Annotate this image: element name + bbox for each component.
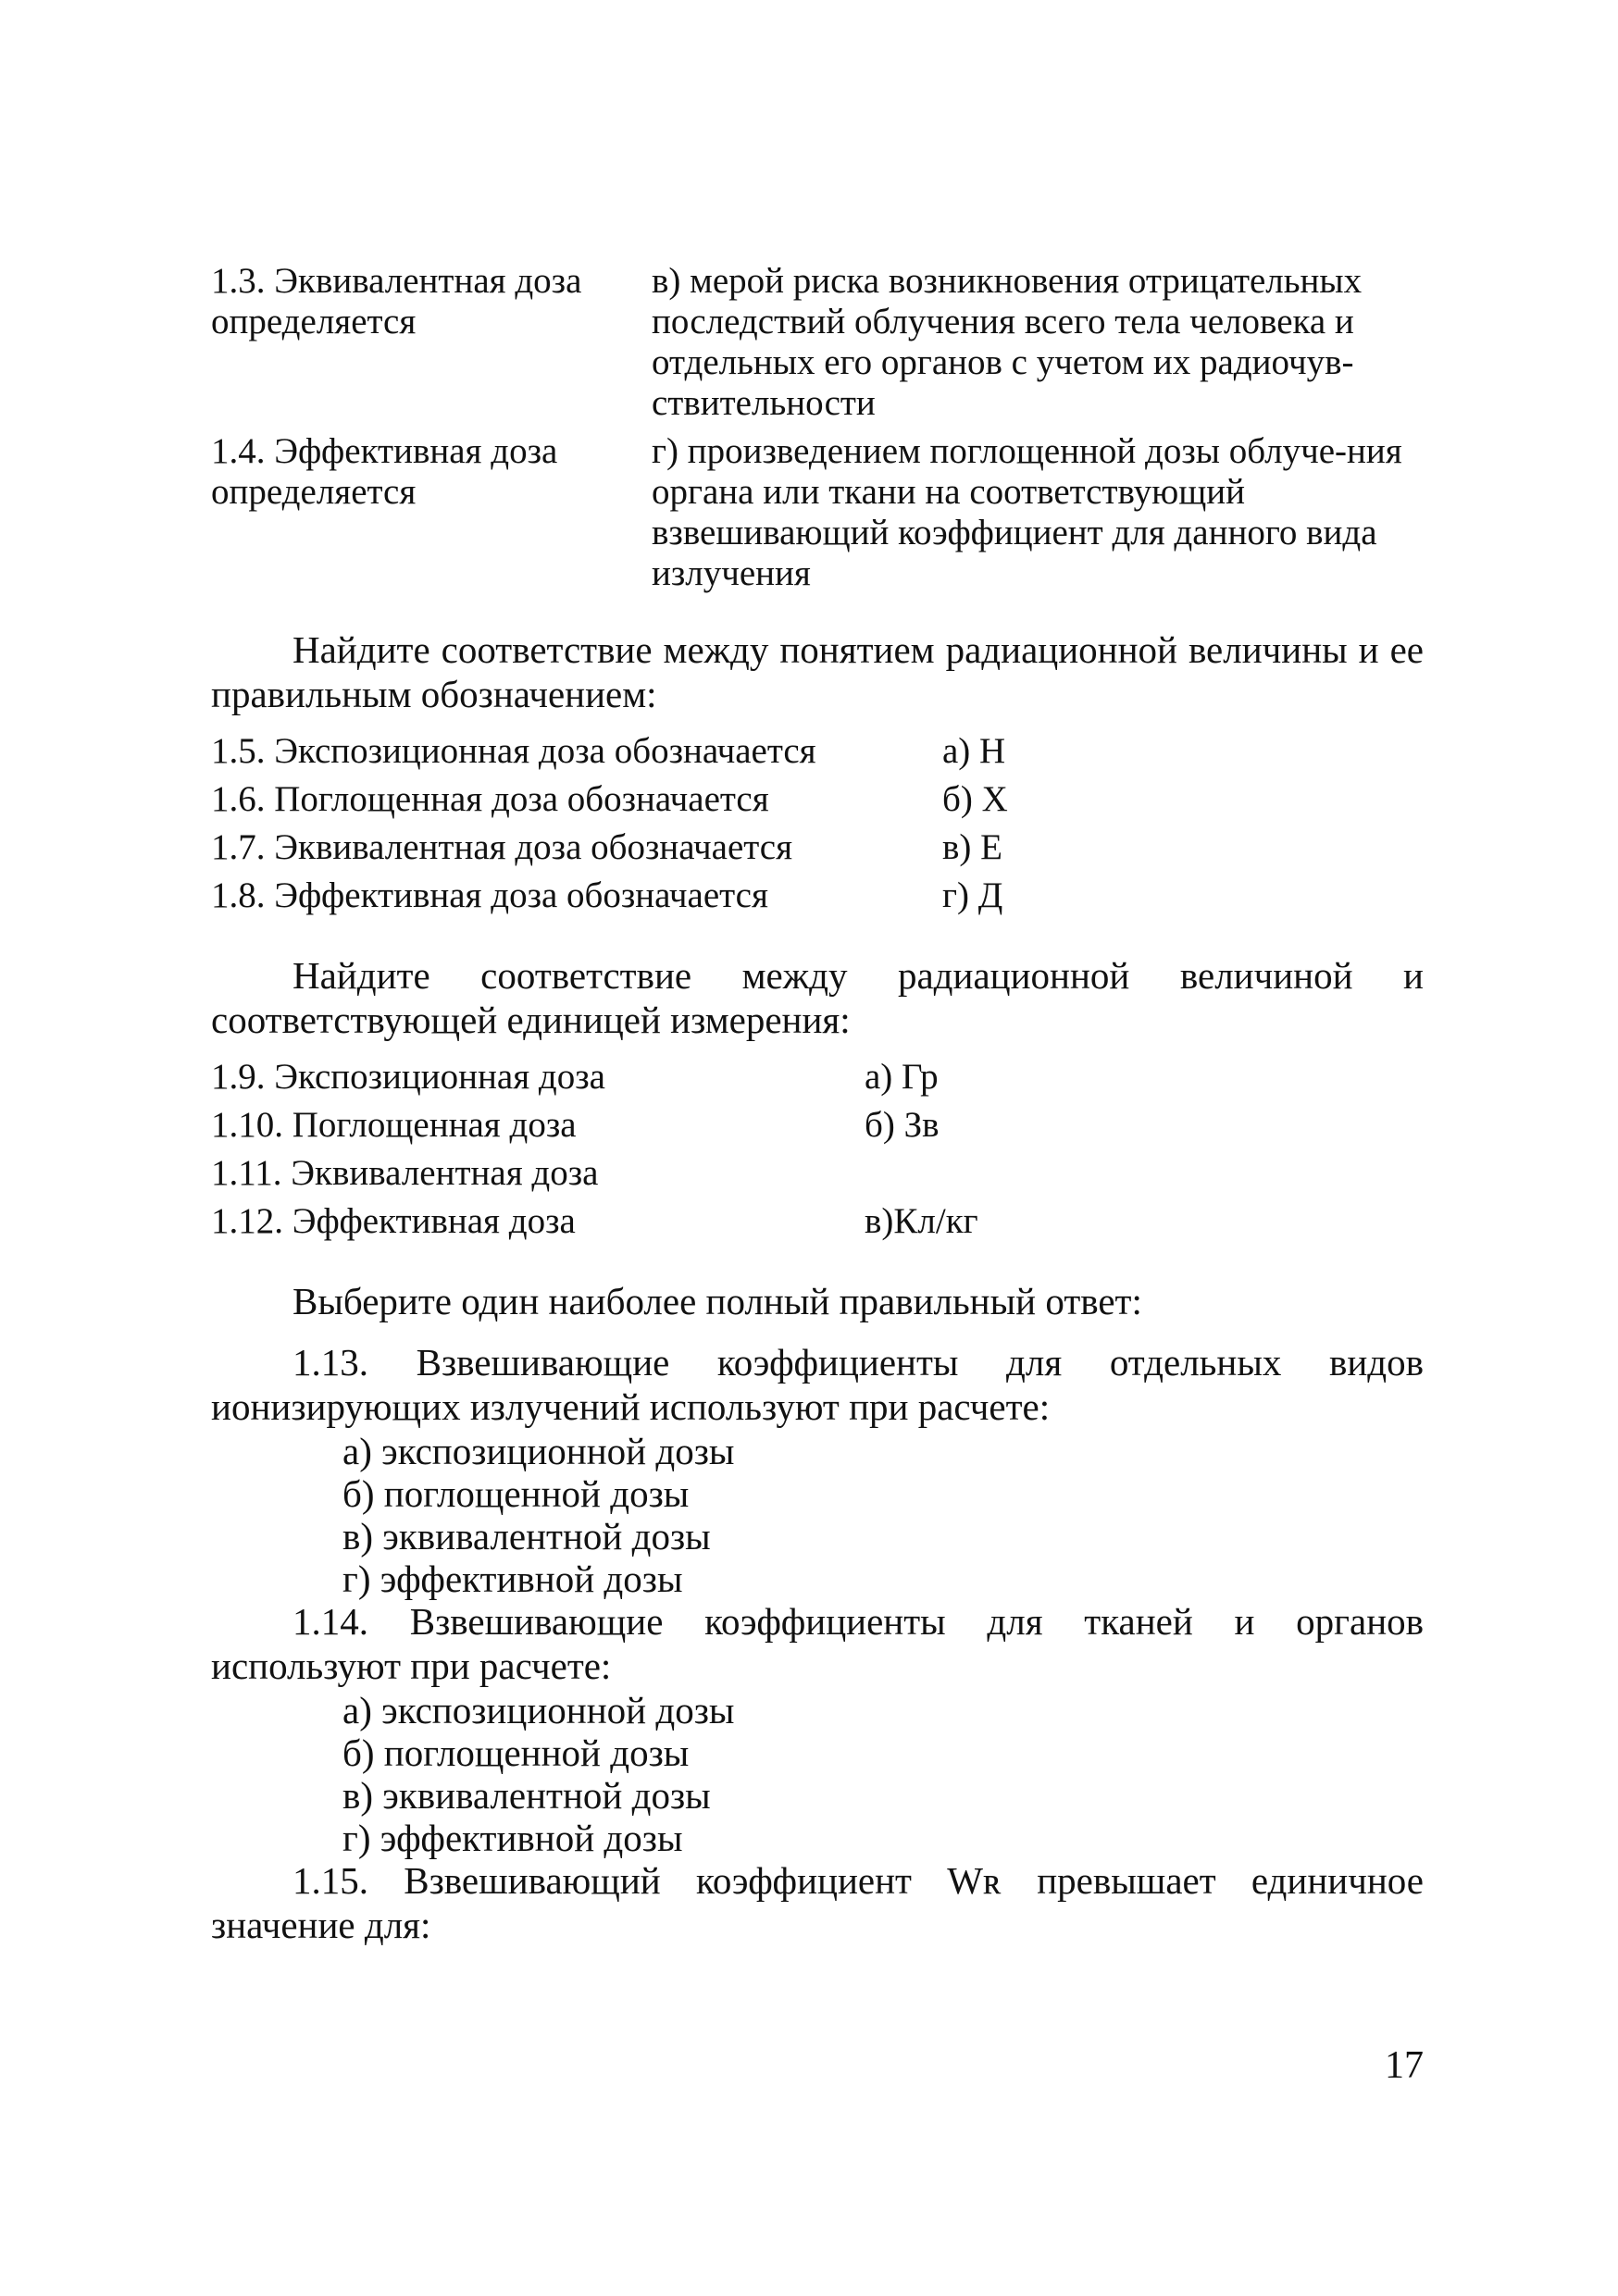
- unit-term: 1.12. Эффективная доза: [211, 1201, 576, 1241]
- definition-row: [211, 261, 1424, 424]
- question-text: 1.13. Взвешивающие коэффициенты для отдельных видов ионизирующих излучений используют при расчете:: [211, 1341, 1424, 1428]
- question-text: 1.14. Взвешивающие коэффициенты для тканей и органов используют при расчете:: [211, 1600, 1424, 1687]
- definition-row: [211, 431, 1424, 594]
- page-number: 17: [1385, 2044, 1424, 2087]
- answer-option: г) эффективной дозы: [342, 1558, 683, 1600]
- unit-value: б) Зв: [865, 1105, 940, 1145]
- notation-term: 1.6. Поглощенная доза обозначается: [211, 779, 769, 819]
- unit-term: 1.9. Экспозиционная доза: [211, 1057, 605, 1097]
- definition-term: 1.4. Эффективная доза определяется: [211, 431, 558, 512]
- definitions-table: [211, 261, 1424, 594]
- notation-symbol: б) Х: [942, 779, 1008, 819]
- answer-option: а) экспозиционной дозы: [342, 1430, 735, 1472]
- notation-symbol: г) Д: [942, 875, 1003, 915]
- unit-row: [211, 1053, 1424, 1101]
- unit-value: в)Кл/кг: [865, 1201, 978, 1241]
- question-block: [211, 1599, 1424, 1858]
- unit-row: [211, 1198, 1424, 1246]
- notation-row: [211, 727, 1424, 776]
- question-text: 1.15. Взвешивающий коэффициент Wʀ превышает единичное значение для:: [211, 1859, 1424, 1946]
- unit-matching-list: [211, 1053, 1424, 1246]
- notation-symbol: в) Е: [942, 827, 1002, 867]
- unit-value: а) Гр: [865, 1057, 939, 1097]
- notation-symbol: а) Н: [942, 731, 1006, 771]
- definition-term: 1.3. Эквивалентная доза определяется: [211, 261, 582, 341]
- unit-term: 1.10. Поглощенная доза: [211, 1105, 577, 1145]
- instruction-choice: Выберите один наиболее полный правильный ответ:: [292, 1280, 1142, 1322]
- notation-row: [211, 776, 1424, 824]
- notation-row: [211, 872, 1424, 920]
- answer-option: б) поглощенной дозы: [342, 1472, 690, 1515]
- page-content: [211, 261, 1424, 1947]
- unit-term: 1.11. Эквивалентная доза: [211, 1153, 599, 1193]
- answer-option: в) эквивалентной дозы: [342, 1515, 711, 1558]
- question-block: [211, 1858, 1424, 1947]
- instruction-notation: Найдите соответствие между понятием радиационной величины и ее правильным обозначением:: [211, 628, 1424, 715]
- notation-matching-list: [211, 727, 1424, 920]
- definition-text: в) мерой риска возникновения отрицательных последствий облучения всего тела человека и отдельных его органов с учетом их радиочув-ствительности: [652, 261, 1363, 423]
- definition-text: г) произведением поглощенной дозы облуче-ния органа или ткани на соответствующий взвешивающий коэффициент для данного вида излучения: [652, 431, 1402, 593]
- answer-option: в) эквивалентной дозы: [342, 1774, 711, 1817]
- notation-term: 1.8. Эффективная доза обозначается: [211, 875, 768, 915]
- notation-term: 1.7. Эквивалентная доза обозначается: [211, 827, 793, 867]
- answer-option: г) эффективной дозы: [342, 1817, 683, 1859]
- unit-row: [211, 1101, 1424, 1149]
- unit-row: [211, 1149, 1424, 1198]
- question-block: [211, 1340, 1424, 1599]
- notation-row: [211, 824, 1424, 872]
- answer-option: б) поглощенной дозы: [342, 1731, 690, 1774]
- instruction-units: Найдите соответствие между радиационной величиной и соответствующей единицей измерения:: [211, 954, 1424, 1041]
- notation-term: 1.5. Экспозиционная доза обозначается: [211, 731, 816, 771]
- answer-option: а) экспозиционной дозы: [342, 1689, 735, 1731]
